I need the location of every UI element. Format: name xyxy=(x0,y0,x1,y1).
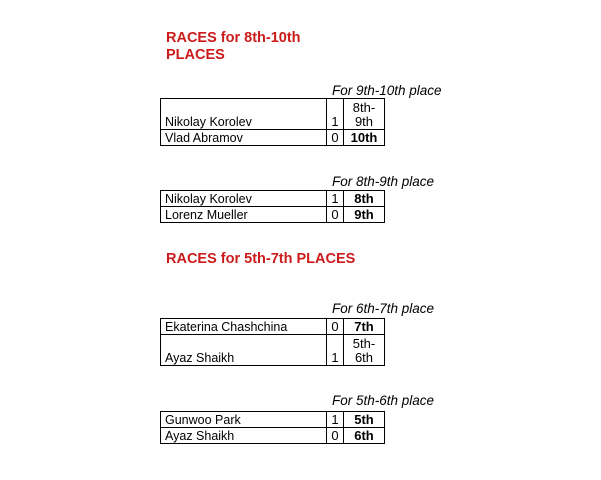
section-heading-5th-7th: RACES for 5th-7th PLACES xyxy=(166,251,356,267)
race-table-5th-6th xyxy=(160,411,385,444)
race-caption-6th-7th: For 6th-7th place xyxy=(332,301,435,316)
table-row xyxy=(161,319,385,335)
table-row xyxy=(161,191,385,207)
final-place: 5th xyxy=(344,412,385,428)
race-score: 0 xyxy=(327,130,344,146)
table-row xyxy=(161,412,385,428)
race-table-8th-9th xyxy=(160,190,385,223)
final-place: 9th xyxy=(344,207,385,223)
table-row xyxy=(161,99,385,130)
racer-name: Vlad Abramov xyxy=(161,130,327,146)
table-row xyxy=(161,428,385,444)
race-score: 0 xyxy=(327,319,344,335)
final-place: 10th xyxy=(344,130,385,146)
racer-name: Ayaz Shaikh xyxy=(161,428,327,444)
final-place: 8th-9th xyxy=(344,99,385,130)
race-score: 0 xyxy=(327,207,344,223)
section-heading-8th-10th: RACES for 8th-10th PLACES xyxy=(166,30,301,63)
final-place: 6th xyxy=(344,428,385,444)
racer-name: Nikolay Korolev xyxy=(161,191,327,207)
race-table-9th-10th xyxy=(160,98,385,146)
final-place: 8th xyxy=(344,191,385,207)
racer-name: Ekaterina Chashchina xyxy=(161,319,327,335)
race-score: 0 xyxy=(327,428,344,444)
race-score: 1 xyxy=(327,99,344,130)
race-table-6th-7th xyxy=(160,318,385,366)
racer-name: Nikolay Korolev xyxy=(161,99,327,130)
racer-name: Lorenz Mueller xyxy=(161,207,327,223)
final-place: 7th xyxy=(344,319,385,335)
race-caption-5th-6th: For 5th-6th place xyxy=(332,393,435,408)
table-row xyxy=(161,207,385,223)
table-row xyxy=(161,130,385,146)
racer-name: Gunwoo Park xyxy=(161,412,327,428)
racer-name: Ayaz Shaikh xyxy=(161,335,327,366)
final-place: 5th-6th xyxy=(344,335,385,366)
table-row xyxy=(161,335,385,366)
race-caption-8th-9th: For 8th-9th place xyxy=(332,174,435,189)
race-score: 1 xyxy=(327,412,344,428)
race-score: 1 xyxy=(327,335,344,366)
race-caption-9th-10th: For 9th-10th place xyxy=(332,83,442,98)
race-score: 1 xyxy=(327,191,344,207)
